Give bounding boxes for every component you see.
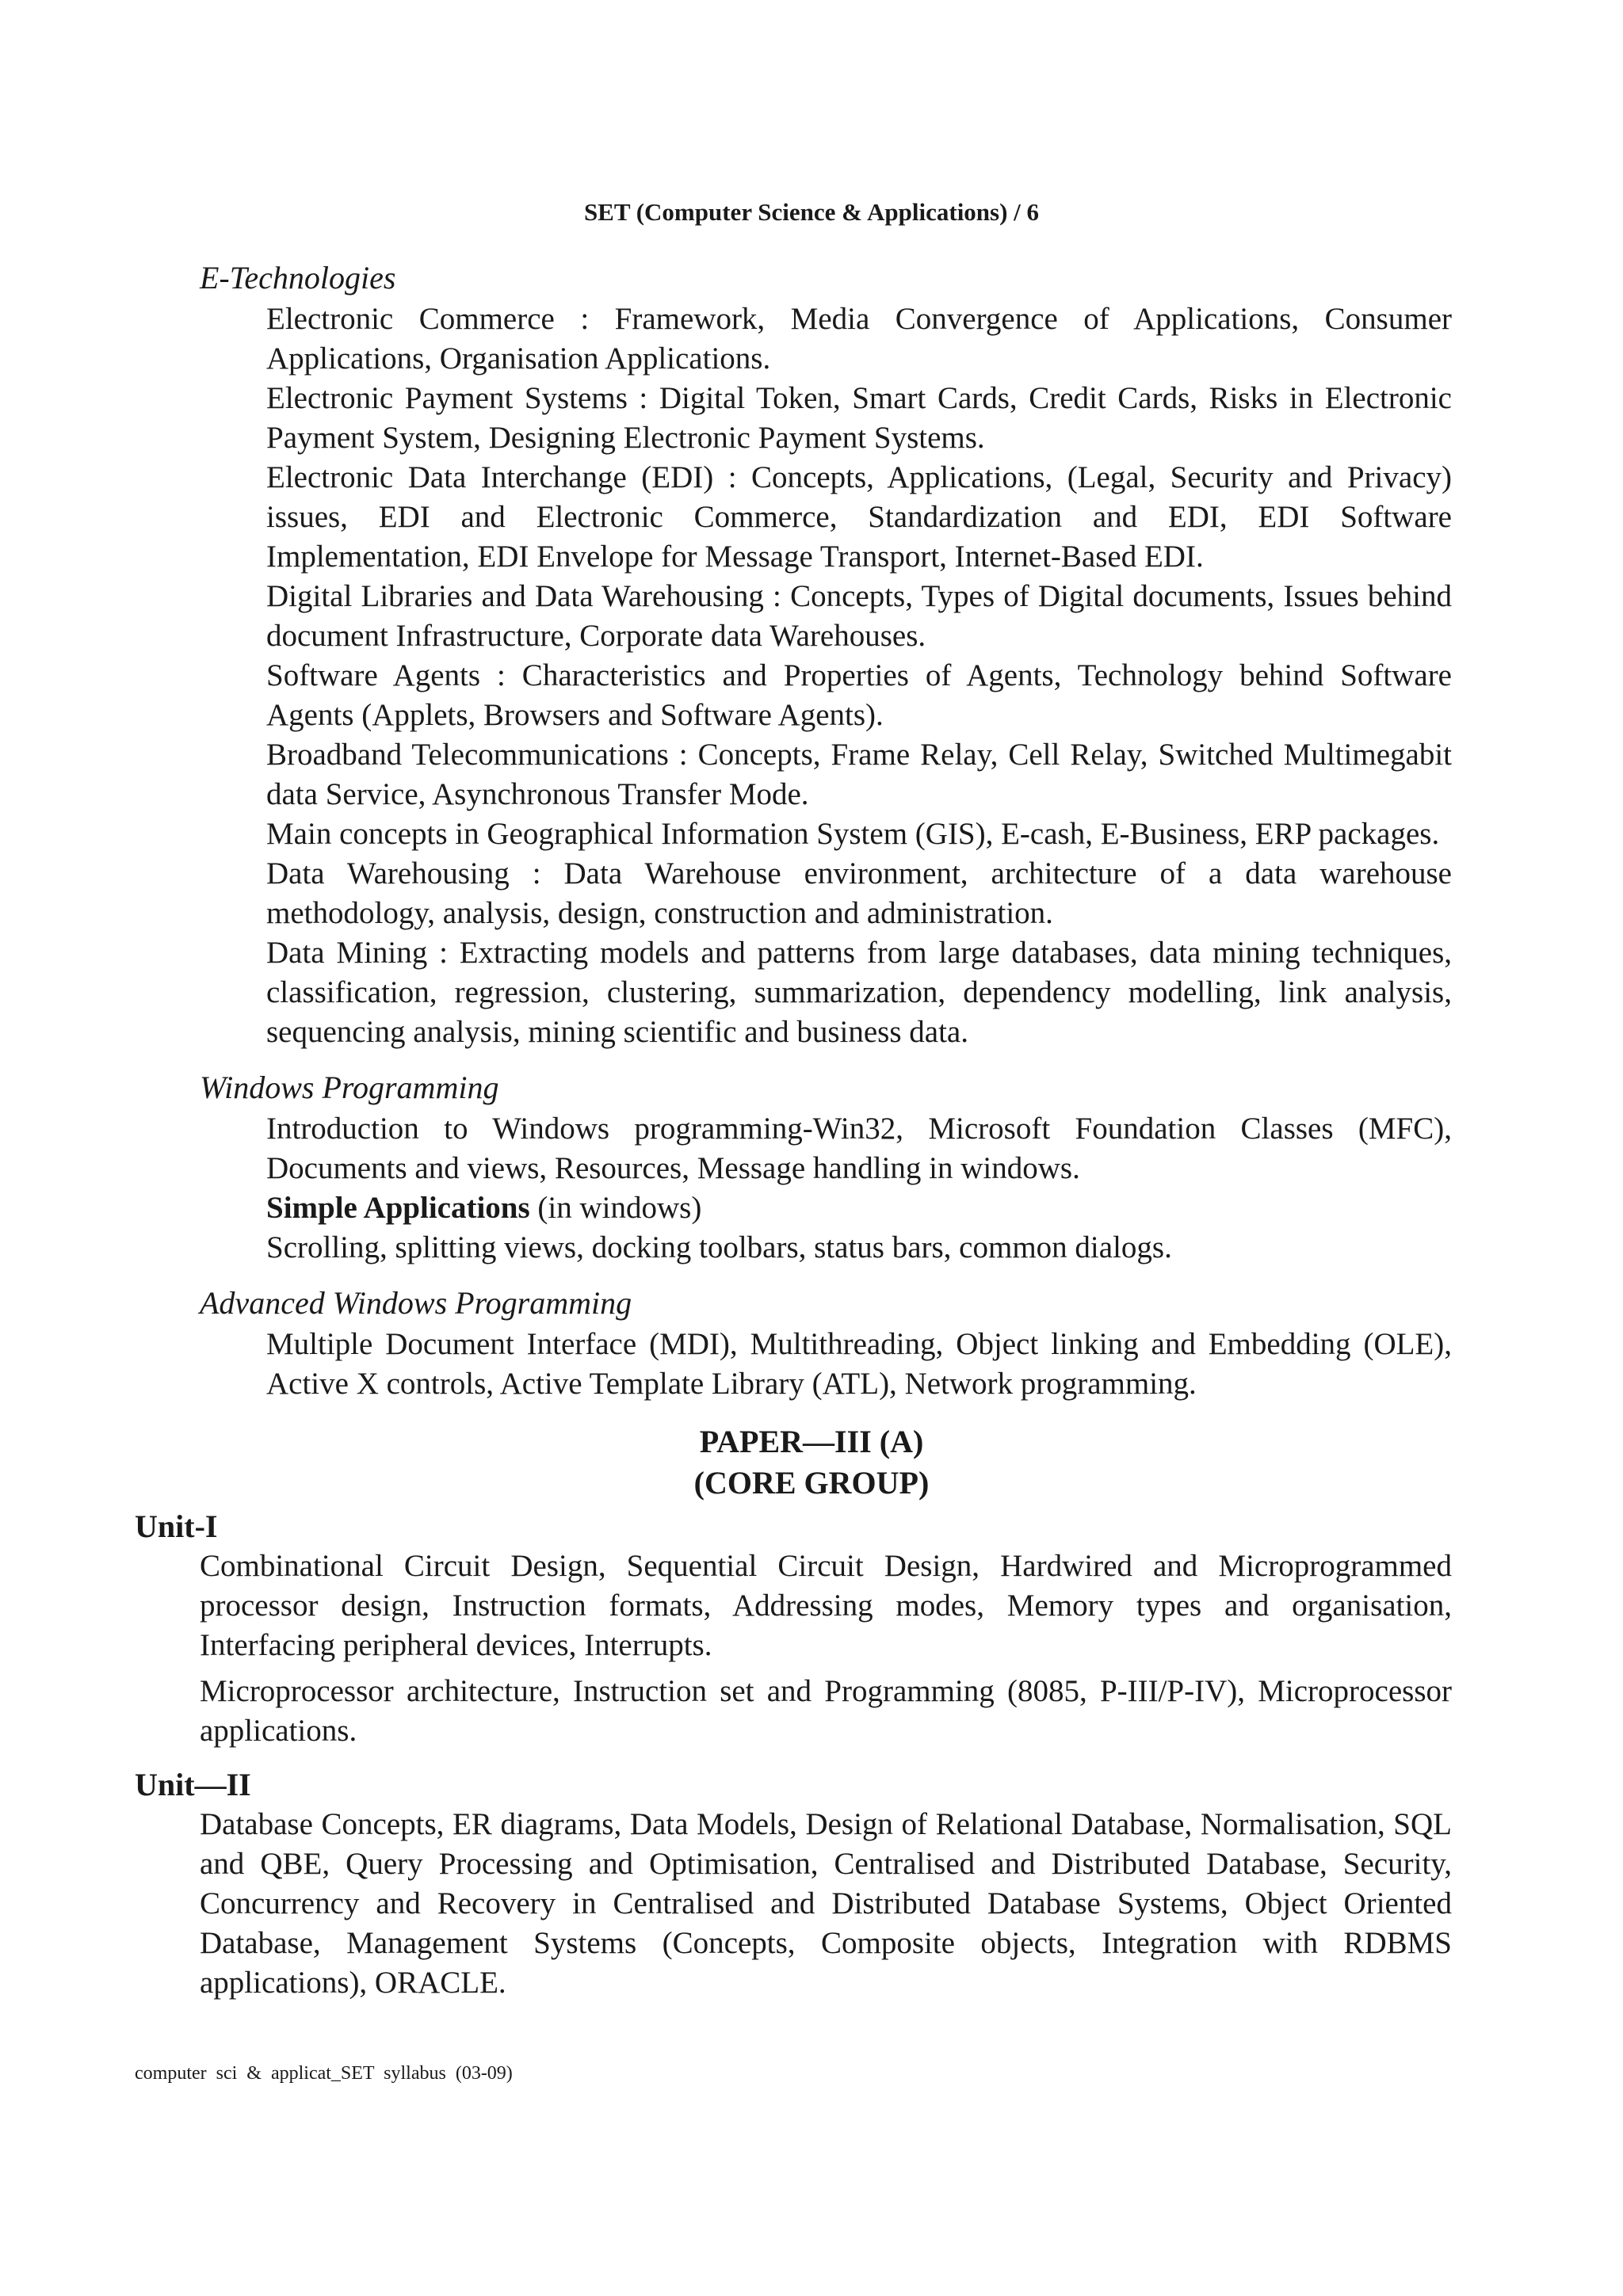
page-footer: computer sci & applicat_SET syllabus (03-09) — [135, 2063, 513, 2084]
paper-title: PAPER—III (A) — [699, 1424, 924, 1459]
unit-title-2: Unit—II — [135, 1767, 251, 1802]
advanced-windows-paragraph: Multiple Document Interface (MDI), Multithreading, Object linking and Embedding (OLE), Active X controls, Active Template Library (ATL), Network programming. — [266, 1327, 1452, 1401]
e-tech-paragraph: Main concepts in Geographical Information System (GIS), E-cash, E-Business, ERP packages. — [266, 817, 1440, 851]
paper-group: (CORE GROUP) — [693, 1465, 930, 1501]
unit-title-1: Unit-I — [135, 1508, 218, 1544]
e-tech-paragraph: Electronic Commerce : Framework, Media Convergence of Applications, Consumer Applications, Organisation Applications. — [266, 302, 1452, 376]
section-body-windows-programming — [266, 1109, 1452, 1268]
e-tech-paragraph: Electronic Payment Systems : Digital Token, Smart Cards, Credit Cards, Risks in Electronic Payment System, Designing Electronic Payment Systems. — [266, 381, 1452, 455]
simple-applications-line — [266, 1188, 1452, 1228]
windows-intro-paragraph: Introduction to Windows programming-Win32, Microsoft Foundation Classes (MFC), Documents and views, Resources, Message handling in windows. — [266, 1112, 1452, 1185]
unit-body-1 — [200, 1547, 1452, 1751]
e-tech-paragraph: Electronic Data Interchange (EDI) : Concepts, Applications, (Legal, Security and Privacy) issues, EDI and Electronic Commerce, Standardization and EDI, EDI Software Implementation, EDI Envelope for Message Transport, Internet-Based EDI. — [266, 460, 1452, 574]
section-body-advanced-windows-programming — [266, 1325, 1452, 1404]
e-tech-paragraph: Data Mining : Extracting models and patterns from large databases, data mining techniques, classification, regression, clustering, summarization, dependency modelling, link analysis, sequencing analysis, mining scientific and business data. — [266, 936, 1452, 1049]
page-header: SET (Computer Science & Applications) / 6 — [583, 198, 1040, 226]
simple-applications-label: Simple Applications — [266, 1191, 530, 1225]
simple-applications-note: (in windows) — [529, 1191, 702, 1225]
page-content — [0, 258, 1623, 2003]
unit-paragraph: Database Concepts, ER diagrams, Data Models, Design of Relational Database, Normalisation, SQL and QBE, Query Processing and Optimisation, Centralised and Distributed Database, Security, Concurrency and Recovery in Centralised and Distributed Database Systems, Object Oriented Database, Management Systems (Concepts, Composite objects, Integration with RDBMS applications), ORACLE. — [200, 1807, 1452, 2000]
windows-detail-paragraph: Scrolling, splitting views, docking toolbars, status bars, common dialogs. — [266, 1230, 1172, 1264]
section-body-e-technologies — [266, 299, 1452, 1052]
e-tech-paragraph: Data Warehousing : Data Warehouse environment, architecture of a data warehouse methodology, analysis, design, construction and administration. — [266, 856, 1452, 930]
unit-paragraph: Microprocessor architecture, Instruction set and Programming (8085, P-III/P-IV), Microprocessor applications. — [200, 1674, 1452, 1748]
paper-heading — [0, 1421, 1623, 1504]
section-title-e-technologies: E-Technologies — [200, 260, 396, 296]
unit-body-2 — [200, 1805, 1452, 2003]
section-title-advanced-windows-programming: Advanced Windows Programming — [200, 1285, 632, 1321]
e-tech-paragraph: Software Agents : Characteristics and Properties of Agents, Technology behind Software Agents (Applets, Browsers and Software Agents). — [266, 658, 1452, 732]
e-tech-paragraph: Broadband Telecommunications : Concepts, Frame Relay, Cell Relay, Switched Multimegabit data Service, Asynchronous Transfer Mode. — [266, 738, 1452, 811]
e-tech-paragraph: Digital Libraries and Data Warehousing : Concepts, Types of Digital documents, Issues behind document Infrastructure, Corporate data Warehouses. — [266, 579, 1452, 653]
section-title-windows-programming: Windows Programming — [200, 1070, 499, 1105]
unit-paragraph: Combinational Circuit Design, Sequential Circuit Design, Hardwired and Microprogrammed processor design, Instruction formats, Addressing modes, Memory types and organisation, Interfacing peripheral devices, Interrupts. — [200, 1549, 1452, 1662]
